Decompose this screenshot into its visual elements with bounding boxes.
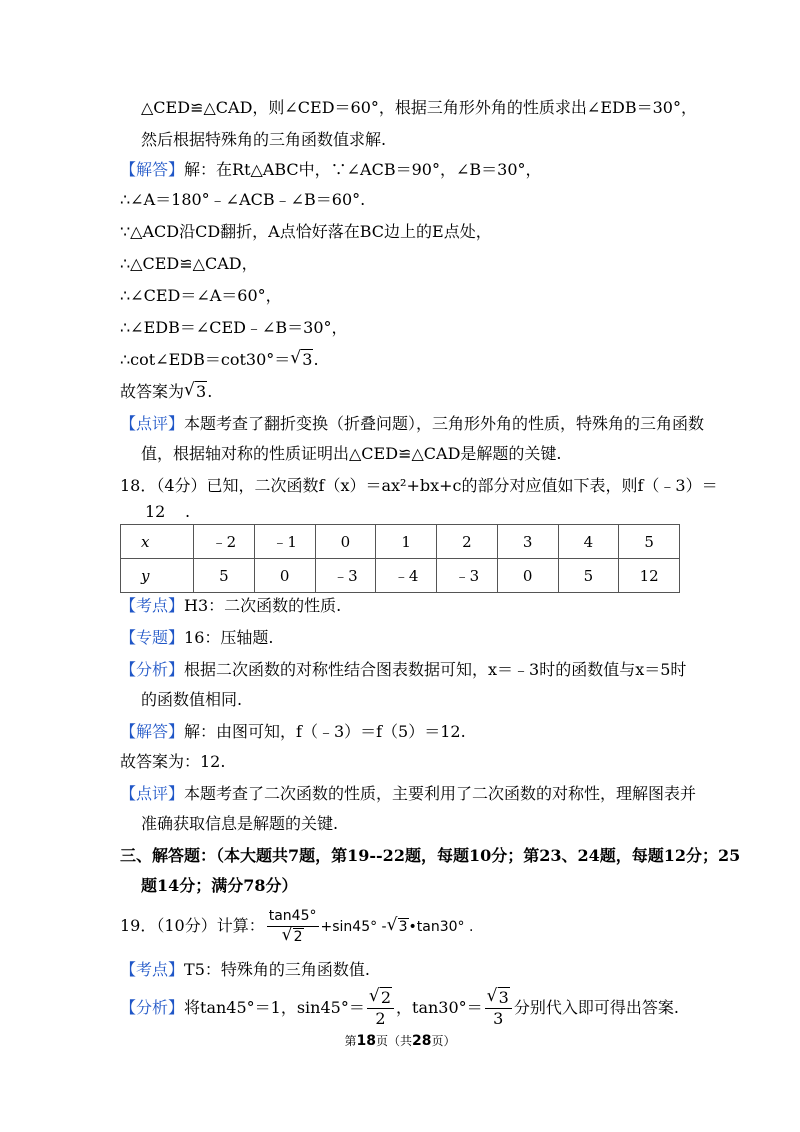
table-cell: 0 bbox=[315, 525, 376, 559]
page-total: 28 bbox=[412, 1033, 432, 1049]
table-cell: 5 bbox=[558, 559, 619, 593]
q17-step5: ∴∠EDB＝∠CED﹣∠B＝30°， bbox=[120, 318, 348, 337]
value-table bbox=[120, 524, 680, 593]
q18-dianping-line1: 【点评】本题考查了二次函数的性质，主要利用了二次函数的对称性，理解图表并 bbox=[120, 784, 697, 803]
q18-stem: 18．（4分）已知，二次函数f（x）＝ax²+bx+c的部分对应值如下表，则f（﹣3）＝ bbox=[120, 476, 718, 495]
q18-fenxi-line2: 的函数值相同. bbox=[141, 690, 243, 709]
q17-answer: 故答案为√ 3. bbox=[120, 380, 212, 404]
sqrt-3: √ 3 bbox=[290, 348, 313, 372]
table-row-y bbox=[121, 559, 680, 593]
q17-solution-line1: 【解答】解：在Rt△ABC中，∵∠ACB＝90°，∠B＝30°， bbox=[120, 160, 542, 179]
q18-kaodian: 【考点】H3：二次函数的性质. bbox=[120, 596, 342, 615]
table-cell: 4 bbox=[558, 525, 619, 559]
table-cell: 5 bbox=[194, 559, 255, 593]
table-cell: ﹣3 bbox=[437, 559, 498, 593]
table-cell: ﹣4 bbox=[376, 559, 437, 593]
review-tag: 【点评】 bbox=[120, 414, 185, 433]
q17-analysis-line1: △CED≌△CAD，则∠CED＝60°，根据三角形外角的性质求出∠EDB＝30°， bbox=[141, 98, 697, 117]
q17-step3: ∴△CED≌△CAD， bbox=[120, 254, 258, 273]
table-cell: 2 bbox=[437, 525, 498, 559]
sqrt2-over-2: √ $\frac{2}{2}$ bbox=[367, 988, 394, 1029]
page-footer: 第18页（共28页） bbox=[344, 1033, 456, 1049]
q19-fenxi: 【分析】将tan45°＝1，sin45°＝ √ $\frac{2}{2}$ ，tan30°＝ √ $\frac{3}{3}$ 分别代入即可得出答案. bbox=[120, 986, 679, 1030]
section3-heading-line1: 三、解答题：（本大题共7题，第19--22题，每题10分；第23、24题，每题12分；25 bbox=[120, 846, 741, 865]
q18-answer: 故答案为：12. bbox=[120, 752, 226, 771]
q17-review-line1: 【点评】本题考查了翻折变换（折叠问题），三角形外角的性质，特殊角的三角函数 bbox=[120, 414, 705, 433]
row-label-x: x bbox=[121, 525, 194, 559]
table-cell: 5 bbox=[619, 525, 680, 559]
table-cell: 0 bbox=[497, 559, 558, 593]
table-cell: ﹣3 bbox=[315, 559, 376, 593]
q17-step4: ∴∠CED＝∠A＝60°， bbox=[120, 286, 282, 305]
tan45-over-sqrt2: tan45° √ 2 bbox=[267, 906, 319, 947]
q18-jieda: 【解答】解：由图可知，f（﹣3）＝f（5）＝12. bbox=[120, 722, 466, 741]
q17-step2: ∵△ACD沿CD翻折，A点恰好落在BC边上的E点处， bbox=[120, 222, 492, 241]
table-cell: 0 bbox=[254, 559, 315, 593]
page-number: 18 bbox=[356, 1033, 376, 1049]
table-cell: 3 bbox=[497, 525, 558, 559]
q17-step6: ∴cot∠EDB＝cot30°＝√ 3. bbox=[120, 348, 319, 372]
sqrt3-over-3: √ $\frac{3}{3}$ bbox=[485, 988, 512, 1029]
q17-step1: ∴∠A＝180°﹣∠ACB﹣∠B＝60°. bbox=[120, 190, 366, 209]
q18-blank-line: 12 . bbox=[141, 500, 190, 525]
table-cell: ﹣2 bbox=[194, 525, 255, 559]
sqrt-3-term: √ 3 bbox=[387, 907, 409, 947]
row-label-y: y bbox=[121, 559, 194, 593]
answer-blank: 12 bbox=[141, 500, 185, 525]
table-row-x bbox=[121, 525, 680, 559]
sqrt-3-answer: √ 3 bbox=[184, 380, 207, 404]
solution-tag: 【解答】 bbox=[120, 160, 185, 179]
q18-zhuanti: 【专题】16：压轴题. bbox=[120, 628, 274, 647]
q18-fenxi-line1: 【分析】根据二次函数的对称性结合图表数据可知，x＝﹣3时的函数值与x＝5时 bbox=[120, 660, 687, 679]
q17-review-line2: 值，根据轴对称的性质证明出△CED≌△CAD是解题的关键. bbox=[141, 444, 562, 463]
q19-stem: 19．（10分）计算： tan45° √ 2 +sin45° -√ 3•tan30° . bbox=[120, 906, 473, 950]
q18-dianping-line2: 准确获取信息是解题的关键. bbox=[141, 814, 339, 833]
q17-analysis-line2: 然后根据特殊角的三角函数值求解. bbox=[141, 130, 387, 149]
section3-heading-line2: 题14分；满分78分） bbox=[141, 876, 298, 895]
table-cell: ﹣1 bbox=[254, 525, 315, 559]
table-cell: 12 bbox=[619, 559, 680, 593]
table-cell: 1 bbox=[376, 525, 437, 559]
q19-kaodian: 【考点】T5：特殊角的三角函数值. bbox=[120, 960, 370, 979]
